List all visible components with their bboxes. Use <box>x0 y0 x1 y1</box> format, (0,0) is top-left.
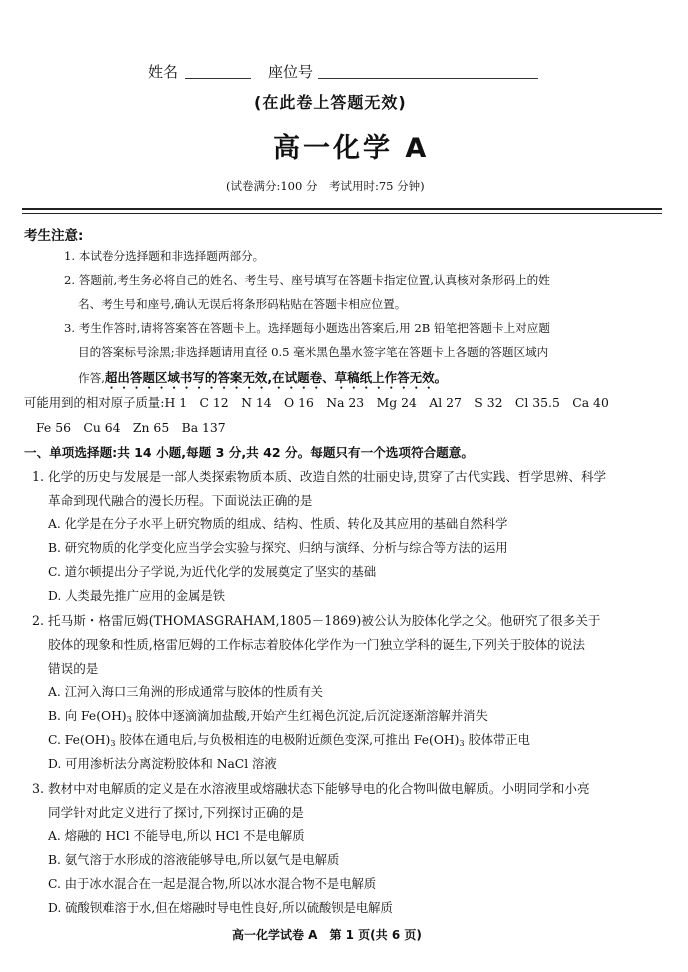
invalid-note: (在此卷上答题无效) <box>254 93 407 112</box>
notice-item-2-line-2: 名、考生号和座号,确认无误后将条形码粘贴在答题卡相应位置。 <box>78 297 407 311</box>
q1-stem-line-2: 革命到现代融合的漫长历程。下面说法正确的是 <box>48 493 313 508</box>
q2-stem-line-2: 胶体的现象和性质,格雷厄姆的工作标志着胶体化学作为一门独立学科的诞生,下列关于胶体的说法 <box>48 637 585 652</box>
seat-label: 座位号 <box>268 63 314 81</box>
q2-option-a: A. 江河入海口三角洲的形成通常与胶体的性质有关 <box>48 685 323 699</box>
q3-option-d: D. 硫酸钡难溶于水,但在熔融时导电性良好,所以硫酸钡是电解质 <box>48 901 393 915</box>
q2-option-c-post: 胶体带正电 <box>464 733 530 747</box>
q2-option-c-sub-2: 3 <box>459 739 465 748</box>
q1-stem-line-1: 1. 化学的历史与发展是一部人类探索物质本质、改造自然的壮丽史诗,贯穿了古代实践、哲学思辨、科学 <box>32 469 607 484</box>
atomic-masses-line-2: Fe 56 Cu 64 Zn 65 Ba 137 <box>36 420 226 435</box>
notice-item-1: 1. 本试卷分选择题和非选择题两部分。 <box>64 249 265 263</box>
q2-option-c-mid: 胶体在通电后,与负极相连的电极附近颜色变深,可推出 Fe(OH) <box>115 733 460 747</box>
page-footer: 高一化学试卷 A 第 1 页(共 6 页) <box>232 928 422 942</box>
atomic-masses-line-1: 可能用到的相对原子质量:H 1 C 12 N 14 O 16 Na 23 Mg 24 Al 27 S 32 Cl 35.5 Ca 40 <box>24 395 609 410</box>
q2-option-b-post: 胶体中逐滴滴加盐酸,开始产生红褐色沉淀,后沉淀逐渐溶解并消失 <box>131 709 488 723</box>
q2-option-c-sub: 3 <box>110 739 116 748</box>
q3-option-c: C. 由于冰水混合在一起是混合物,所以冰水混合物不是电解质 <box>48 877 377 891</box>
header-rule-thick <box>22 208 662 210</box>
q2-option-d: D. 可用渗析法分离淀粉胶体和 NaCl 溶液 <box>48 757 277 771</box>
q3-stem-line-2: 同学针对此定义进行了探讨,下列探讨正确的是 <box>48 805 304 820</box>
q1-option-d: D. 人类最先推广应用的金属是铁 <box>48 589 226 603</box>
q2-option-b-pre: B. 向 Fe(OH) <box>48 709 127 723</box>
notice-item-3-line-3 <box>78 368 447 392</box>
q2-option-b-sub: 3 <box>126 715 132 724</box>
q2-stem-line-1: 2. 托马斯・格雷厄姆(THOMASGRAHAM,1805－1869)被公认为胶体化学之父。他研究了很多关于 <box>32 613 601 628</box>
section-1-title: 一、单项选择题:共 14 小题,每题 3 分,共 42 分。每题只有一个选项符合题意。 <box>24 445 474 460</box>
notice-item-3-line-2: 目的答案标号涂黑;非选择题请用直径 0.5 毫米黑色墨水签字笔在答题卡上各题的答题区域内 <box>78 345 549 359</box>
notice-item-3-line-1: 3. 考生作答时,请将答案答在答题卡上。选择题每小题选出答案后,用 2B 铅笔把答题卡上对应题 <box>64 321 550 335</box>
q3-option-b: B. 氨气溶于水形成的溶液能够导电,所以氨气是电解质 <box>48 853 340 867</box>
notice-emphasis: 超出答题区域书写的答案无效,在试题卷、草稿纸上作答无效。 <box>104 370 448 385</box>
notice-title: 考生注意: <box>24 228 84 244</box>
name-blank <box>185 78 251 79</box>
q3-stem-line-1: 3. 教材中对电解质的定义是在水溶液里或熔融状态下能够导电的化合物叫做电解质。小明同学和小亮 <box>32 781 590 796</box>
notice-item-2-line-1: 2. 答题前,考生务必将自己的姓名、考生号、座号填写在答题卡指定位置,认真核对条形码上的姓 <box>64 273 550 287</box>
q2-option-c <box>48 730 530 748</box>
page-title: 高一化学 A <box>273 133 430 164</box>
page-subtitle: (试卷满分:100 分 考试用时:75 分钟) <box>226 179 425 193</box>
q2-option-b <box>48 706 488 724</box>
name-label: 姓名 <box>148 63 179 81</box>
q1-option-a: A. 化学是在分子水平上研究物质的组成、结构、性质、转化及其应用的基础自然科学 <box>48 517 508 531</box>
q2-stem-line-3: 错误的是 <box>48 661 99 676</box>
q1-option-c: C. 道尔顿提出分子学说,为近代化学的发展奠定了坚实的基础 <box>48 565 377 579</box>
seat-blank <box>318 78 538 79</box>
notice-item-3-prefix: 作答, <box>78 371 105 385</box>
header-rule-thin <box>22 213 662 214</box>
q2-option-c-pre: C. Fe(OH) <box>48 733 111 747</box>
q3-option-a: A. 熔融的 HCl 不能导电,所以 HCl 不是电解质 <box>48 829 305 843</box>
q1-option-b: B. 研究物质的化学变化应当学会实验与探究、归纳与演绎、分析与综合等方法的运用 <box>48 541 508 555</box>
